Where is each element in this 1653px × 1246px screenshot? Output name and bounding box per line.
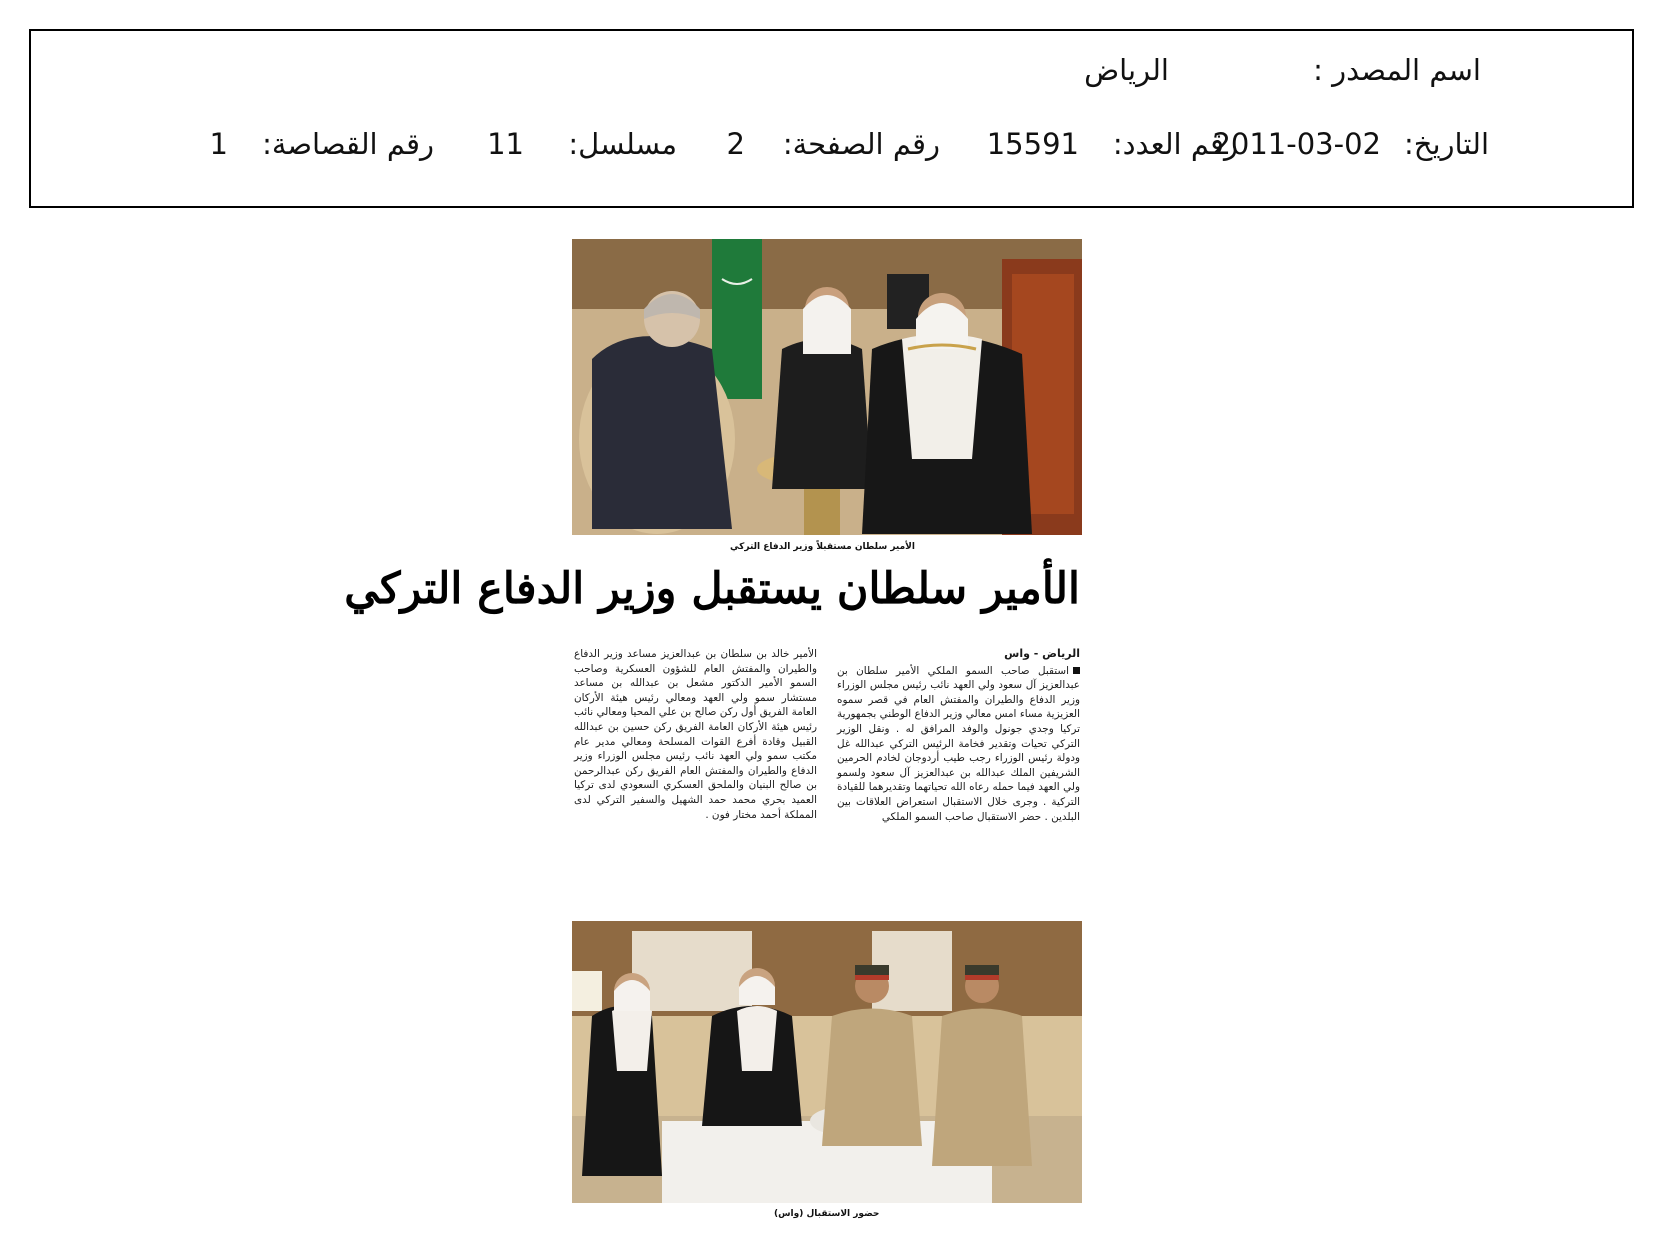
date-value: 2011-03-02 — [1212, 127, 1381, 161]
issue-value: 15591 — [986, 127, 1079, 161]
clip-label: رقم القصاصة: — [262, 127, 434, 161]
page-value: 2 — [726, 127, 745, 161]
headline: الأمير سلطان يستقبل وزير الدفاع التركي — [344, 564, 1080, 614]
date-label: التاريخ: — [1403, 127, 1489, 161]
article-column-right — [837, 647, 1080, 915]
issue-label: رقم العدد: — [1112, 127, 1238, 161]
bottom-photo-caption: حضور الاستقبال (واس) — [774, 1209, 880, 1219]
bottom-photo — [572, 921, 1082, 1203]
serial-value: 11 — [487, 127, 524, 161]
source-label: اسم المصدر : — [1313, 53, 1481, 87]
source-value: الرياض — [1084, 53, 1169, 87]
top-photo-caption: الأمير سلطان مستقبلاً وزير الدفاع التركي — [730, 542, 915, 552]
article-text-right: استقبل صاحب السمو الملكي الأمير سلطان بن عبدالعزيز آل سعود ولي العهد نائب رئيس مجلس الوزراء وزير الدفاع والطيران والمفتش العام في قصر سموه العزيزية مساء امس معالي وزير الدفاع الوطني بجمهورية تركيا وجدي جونول والوفد المرافق له . ونقل الوزير التركي تحيات وتقدير فخامة الرئيس التركي عبدالله غل ودولة رئيس الوزراء رجب طيب أردوجان لخادم الحرمين الشريفين الملك عبدالله بن عبدالعزيز آل سعود ولسمو ولي العهد فيما حمله رعاه الله تحياتهما وتقديرهما للقيادة التركية . وجرى خلال الاستقبال استعراض العلاقات بين البلدين . حضر الاستقبال صاحب السمو الملكي — [837, 664, 1080, 823]
article-text-left: الأمير خالد بن سلطان بن عبدالعزيز مساعد وزير الدفاع والطيران والمفتش العام للشؤون العسكرية وصاحب السمو الأمير الدكتور مشعل بن عبدالله بن مساعد مستشار سمو ولي العهد ومعالي رئيس هيئة الأركان العامة الفريق أول ركن صالح بن علي المحيا ومعالي نائب رئيس هيئة الأركان العامة الفريق ركن حسين بن عبدالله القبيل وقادة أفرع القوات المسلحة ومعالي مدير عام مكتب سمو ولي العهد نائب رئيس مجلس الوزراء وزير الدفاع والطيران والمفتش العام الفريق ركن عبدالرحمن بن صالح البنيان والملحق العسكري السعودي لدى تركيا العميد بحري محمد حمد الشهيل والسفير التركي لدى المملكة أحمد مختار فون . — [574, 648, 817, 821]
dateline: الرياض - واس — [1004, 647, 1080, 660]
top-photo — [572, 239, 1082, 535]
article-column-left — [574, 647, 817, 915]
serial-label: مسلسل: — [568, 127, 677, 161]
clip-value: 1 — [209, 127, 228, 161]
newspaper-clipping — [344, 237, 1088, 1229]
page-label: رقم الصفحة: — [782, 127, 940, 161]
bullet-icon — [1073, 667, 1080, 674]
